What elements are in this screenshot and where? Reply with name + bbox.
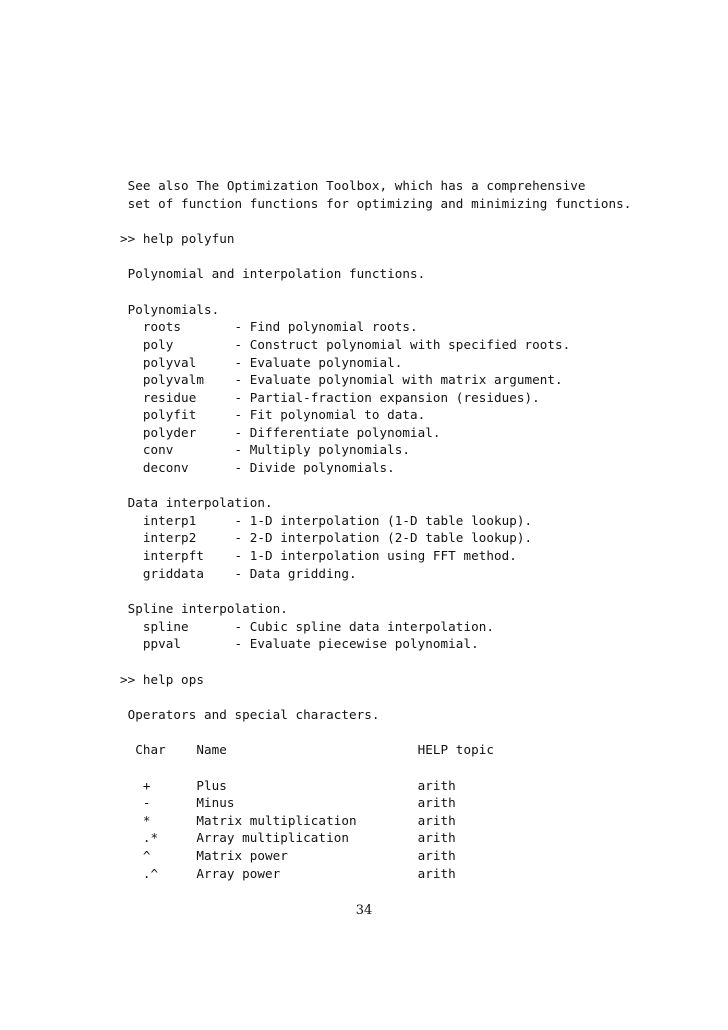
ops-table-row: ^ Matrix power arith bbox=[120, 848, 456, 863]
see-also-line-2: set of function functions for optimizing and minimizing functions. bbox=[120, 196, 632, 211]
polynomials-heading: Polynomials. bbox=[120, 302, 220, 317]
spline-interpolation-entry: spline - Cubic spline data interpolation. bbox=[120, 619, 494, 634]
polynomials-entry: poly - Construct polynomial with specified roots. bbox=[120, 337, 571, 352]
polynomials-entry: residue - Partial-fraction expansion (residues). bbox=[120, 390, 540, 405]
polynomials-entry: polyval - Evaluate polynomial. bbox=[120, 355, 403, 370]
ops-table-row: - Minus arith bbox=[120, 795, 456, 810]
polyfun-title: Polynomial and interpolation functions. bbox=[120, 266, 426, 281]
ops-title: Operators and special characters. bbox=[120, 707, 380, 722]
page-number: 34 bbox=[355, 903, 373, 918]
data-interpolation-heading: Data interpolation. bbox=[120, 495, 273, 510]
polynomials-entry: polyfit - Fit polynomial to data. bbox=[120, 407, 426, 422]
polynomials-entry: polyder - Differentiate polynomial. bbox=[120, 425, 441, 440]
polynomials-entry: polyvalm - Evaluate polynomial with matrix argument. bbox=[120, 372, 563, 387]
ops-table-header: Char Name HELP topic bbox=[120, 742, 494, 757]
polynomials-entry: roots - Find polynomial roots. bbox=[120, 319, 418, 334]
polynomials-entry: deconv - Divide polynomials. bbox=[120, 460, 395, 475]
ops-table-row: + Plus arith bbox=[120, 778, 456, 793]
see-also-line-1: See also The Optimization Toolbox, which has a comprehensive bbox=[120, 178, 586, 193]
spline-interpolation-heading: Spline interpolation. bbox=[120, 601, 288, 616]
ops-table-row: * Matrix multiplication arith bbox=[120, 813, 456, 828]
ops-table-row: .^ Array power arith bbox=[120, 866, 456, 881]
data-interpolation-entry: interp2 - 2-D interpolation (2-D table lookup). bbox=[120, 530, 533, 545]
ops-command: >> help ops bbox=[120, 672, 204, 687]
data-interpolation-entry: interp1 - 1-D interpolation (1-D table lookup). bbox=[120, 513, 533, 528]
spline-interpolation-entry: ppval - Evaluate piecewise polynomial. bbox=[120, 636, 479, 651]
polyfun-command: >> help polyfun bbox=[120, 231, 235, 246]
data-interpolation-entry: interpft - 1-D interpolation using FFT method. bbox=[120, 548, 517, 563]
polynomials-entry: conv - Multiply polynomials. bbox=[120, 442, 411, 457]
data-interpolation-entry: griddata - Data gridding. bbox=[120, 566, 357, 581]
ops-table-row: .* Array multiplication arith bbox=[120, 830, 456, 845]
